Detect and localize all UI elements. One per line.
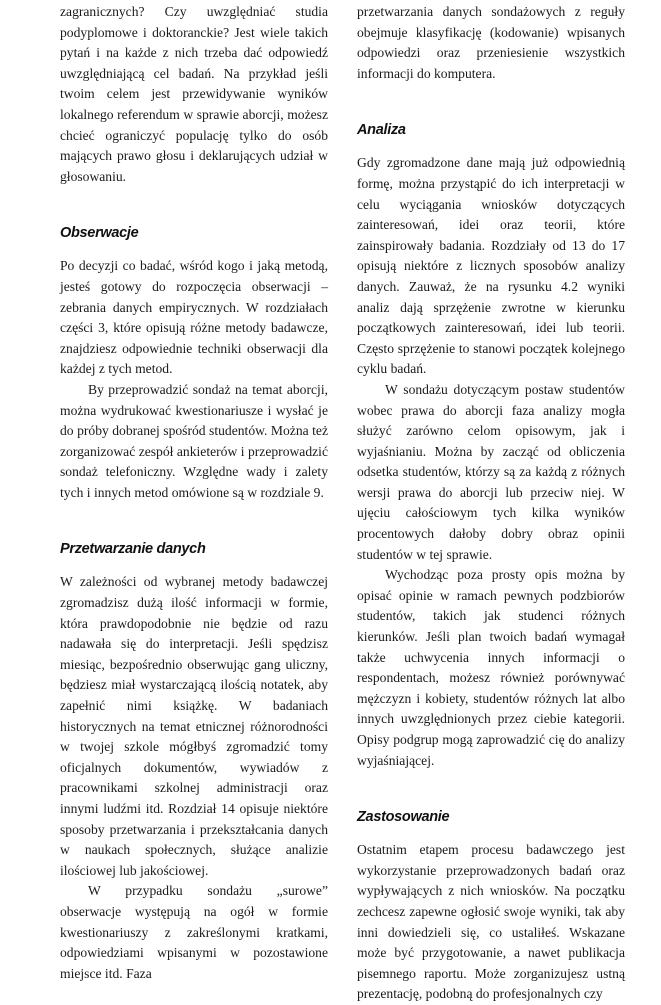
- obserwacje-paragraph-1: Po decyzji co badać, wśród kogo i jaką metodą, jesteś gotowy do rozpoczęcia obserwacji – zebrania danych empirycznych. W rozdziałach części 3, które opisują różne metody badawcze, znajdziesz odpowiednie techniki obserwacji dla każdej z tych metod.: [60, 258, 328, 377]
- section-heading-zastosowanie: Zastosowanie: [357, 809, 450, 826]
- przetwarzanie-paragraph-1: W zależności od wybranej metody badawczej zgromadzisz dużą ilość informacji w formie, która prawdopodobnie nie będzie od razu nadawała się do interpretacji. Jeśli spędzisz miesiąc, bezpośrednio obserwując gang uliczny, będziesz miał wystarczającą ilością notatek, aby zapełnić nimi książkę. W badaniach historycznych na temat etnicznej różnorodności w twojej szkole mógłbyś zgromadzić tomy oficjalnych dokumentów, wywiadów z pracownikami szkolnej administracji oraz innymi ludźmi itd. Rozdział 14 opisuje niektóre sposoby przetwarzania i przekształcania danych w naukach społecznych, służące analizie ilościowej lub jakościowej.: [60, 574, 328, 878]
- zastosowanie-paragraph-1: Ostatnim etapem procesu badawczego jest wykorzystanie przeprowadzonych badań oraz wypływających z nich wniosków. Na początku zechcesz zapewne ogłosić swoje wyniki, tak aby inni dowiedzieli się, co ustaliłeś. Wskazane może być przygotowanie, a nawet publikacja pisemnego raportu. Może zorganizujesz ustną prezentację, podobną do profesjonalnych czy: [357, 842, 625, 1002]
- przetwarzanie-paragraph-2: W przypadku sondażu „surowe” obserwacje występują na ogół w formie kwestionariuszy z zakreślonymi kratkami, odpowiedziami wpisanymi w pozostawione miejsce itd. Faza: [60, 883, 328, 981]
- section-heading-przetwarzanie: Przetwarzanie danych: [60, 541, 206, 558]
- continuation-paragraph: przetwarzania danych sondażowych z reguły obejmuje klasyfikację (kodowanie) wpisanych odpowiedzi oraz przeniesienie wszystkich informacji do komputera.: [357, 4, 625, 81]
- section-heading-obserwacje: Obserwacje: [60, 225, 139, 242]
- intro-paragraph: zagranicznych? Czy uwzględniać studia podyplomowe i doktoranckie? Jest wiele takich pytań i na każde z nich trzeba dać odpowiedź uwzględniającą cel badań. Na przykład jeśli twoim celem jest przewidywanie wyników lokalnego referendum w sprawie aborcji, możesz chcieć ograniczyć populację tylko do osób mających prawo głosu i deklarujących udział w głosowaniu.: [60, 4, 328, 184]
- right-column: [357, 0, 625, 1005]
- analiza-paragraph-2: W sondażu dotyczącym postaw studentów wobec prawa do aborcji faza analizy mogła służyć zarówno celom opisowym, jak i wyjaśnianiu. Można by zacząć od obliczenia odsetka studentów, którzy są za każdą z różnych wersji prawa do aborcji lub przeciw niej. W ujęciu całościowym tych kilka wyników procentowych dałoby dobry obraz opinii studentów w tej sprawie.: [357, 381, 625, 562]
- analiza-paragraph-1: Gdy zgromadzone dane mają już odpowiednią formę, można przystąpić do ich interpretacji w celu wyciągania wniosków dotyczących zainteresowań, idei oraz teorii, które zainspirowały badania. Rozdziały od 13 do 17 opisują niektóre z licznych sposobów analizy danych. Zauważ, że na rysunku 4.2 wyniki analiz dają sprzężenie zwrotne w kierunku początkowych zainteresowań, idei lub teorii. Często sprzężenie to stanowi początek kolejnego cyklu badań.: [357, 155, 625, 377]
- analiza-paragraph-3: Wychodząc poza prosty opis można by opisać opinie w ramach pewnych podzbiorów studentów, takich jak studenci różnych kierunków. Jeśli plan twoich badań wymagał także uchwycenia innych informacji o respondentach, możesz również porównywać mężczyzn i kobiety, studentów różnych lat albo innych uwzględnionych przez ciebie kategorii. Opisy podgrup mogą zaprowadzić cię do analizy wyjaśniającej.: [357, 567, 625, 768]
- left-column: [60, 0, 328, 984]
- section-heading-analiza: Analiza: [357, 122, 406, 139]
- obserwacje-paragraph-2: By przeprowadzić sondaż na temat aborcji, można wydrukować kwestionariusze i wysłać je do próby dobranej spośród studentów. Można też zorganizować zespół ankieterów i przeprowadzić sondaż telefoniczny. Względne wady i zalety tych i innych metod omówione są w rozdziale 9.: [60, 381, 328, 500]
